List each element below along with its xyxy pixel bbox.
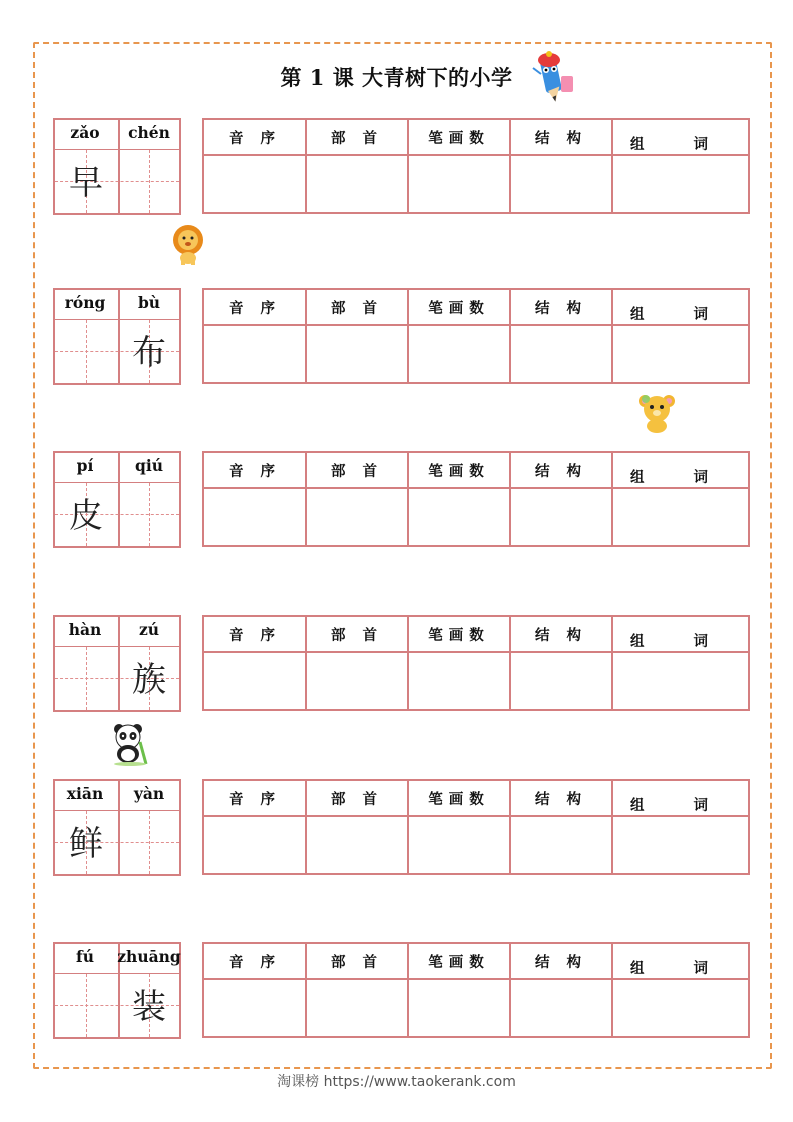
table-header-cell: 笔画数 [428,130,490,147]
pinyin-right: bù [137,293,161,312]
character-row [53,942,750,1039]
answer-cell[interactable] [409,156,509,212]
table-header-cell: 音 序 [228,954,282,971]
table-header-cell: 部 首 [330,627,384,644]
table-header-cell: 音 序 [228,791,282,808]
table-header-cell: 部 首 [330,300,384,317]
pinyin-right: chén [128,123,170,142]
character-row [53,288,750,385]
analysis-table [202,942,750,1038]
table-header-cell: 音 序 [228,130,282,147]
panda-icon [110,722,148,766]
character-right: 布 [132,333,166,373]
table-header-cell: 部 首 [330,463,384,480]
table-header-cell: 部 首 [330,791,384,808]
answer-cell[interactable] [307,326,407,382]
character-right [118,487,180,545]
character-left [55,324,117,382]
table-header-cell: 部 首 [330,130,384,147]
pinyin-left: fú [76,947,94,966]
table-header-cell: 组 词 [629,633,731,650]
answer-cell[interactable] [511,326,611,382]
character-right [118,154,180,212]
character-row [53,615,750,712]
pencil-mascot-icon [525,50,581,106]
analysis-table [202,615,750,711]
answer-cell[interactable] [613,326,747,382]
table-header-cell: 音 序 [228,627,282,644]
answer-cell[interactable] [613,980,747,1036]
pinyin-right: zhuāng [117,947,181,966]
character-row [53,118,750,215]
table-header-cell: 组 词 [629,136,731,153]
table-header-cell: 结 构 [534,300,588,317]
pinyin-left: hàn [68,620,102,639]
answer-cell[interactable] [307,156,407,212]
table-header-cell: 笔画数 [428,954,490,971]
answer-cell[interactable] [409,489,509,545]
answer-cell[interactable] [307,489,407,545]
answer-cell[interactable] [205,980,305,1036]
answer-cell[interactable] [613,156,747,212]
character-left [55,978,117,1036]
answer-cell[interactable] [613,489,747,545]
table-header-cell: 组 词 [629,469,731,486]
character-left: 鲜 [69,824,103,864]
answer-cell[interactable] [307,653,407,709]
table-header-cell: 结 构 [534,627,588,644]
table-header-cell: 组 词 [629,797,731,814]
analysis-table [202,779,750,875]
answer-cell[interactable] [511,489,611,545]
title-text: 第 1 课 大青树下的小学 [280,65,513,90]
character-left: 早 [69,163,103,203]
table-header-cell: 笔画数 [428,463,490,480]
table-header-cell: 组 词 [629,960,731,977]
character-right: 族 [132,660,166,700]
character-right [118,815,180,873]
pinyin-right: zú [138,620,160,639]
table-header-cell: 音 序 [228,463,282,480]
table-header-cell: 结 构 [534,954,588,971]
answer-cell[interactable] [205,653,305,709]
character-right: 装 [132,987,166,1027]
answer-cell[interactable] [409,326,509,382]
analysis-table [202,451,750,547]
answer-cell[interactable] [511,817,611,873]
analysis-table [202,118,750,214]
character-row [53,779,750,876]
lion-icon [170,224,206,266]
answer-cell[interactable] [511,653,611,709]
answer-cell[interactable] [613,653,747,709]
pinyin-right: qiú [135,456,163,475]
page-title [0,62,793,92]
table-header-cell: 结 构 [534,130,588,147]
character-row [53,451,750,548]
table-header-cell: 音 序 [228,300,282,317]
answer-cell[interactable] [409,817,509,873]
answer-cell[interactable] [205,489,305,545]
table-header-cell: 组 词 [629,306,731,323]
table-header-cell: 结 构 [534,463,588,480]
footer-watermark: 淘课榜 https://www.taokerank.com [277,1074,516,1090]
table-header-cell: 部 首 [330,954,384,971]
answer-cell[interactable] [409,980,509,1036]
pinyin-left: xiān [66,784,104,803]
pinyin-right: yàn [133,784,165,803]
analysis-table [202,288,750,384]
answer-cell[interactable] [307,980,407,1036]
table-header-cell: 结 构 [534,791,588,808]
pinyin-left: róng [64,293,106,312]
table-header-cell: 笔画数 [428,791,490,808]
table-header-cell: 笔画数 [428,300,490,317]
character-left [55,651,117,709]
pinyin-left: zǎo [70,123,100,142]
answer-cell[interactable] [205,156,305,212]
answer-cell[interactable] [205,326,305,382]
answer-cell[interactable] [307,817,407,873]
bear-icon [636,392,680,434]
answer-cell[interactable] [613,817,747,873]
answer-cell[interactable] [511,980,611,1036]
answer-cell[interactable] [409,653,509,709]
pinyin-left: pí [76,456,94,475]
answer-cell[interactable] [205,817,305,873]
table-header-cell: 笔画数 [428,627,490,644]
answer-cell[interactable] [511,156,611,212]
character-left: 皮 [69,496,103,536]
